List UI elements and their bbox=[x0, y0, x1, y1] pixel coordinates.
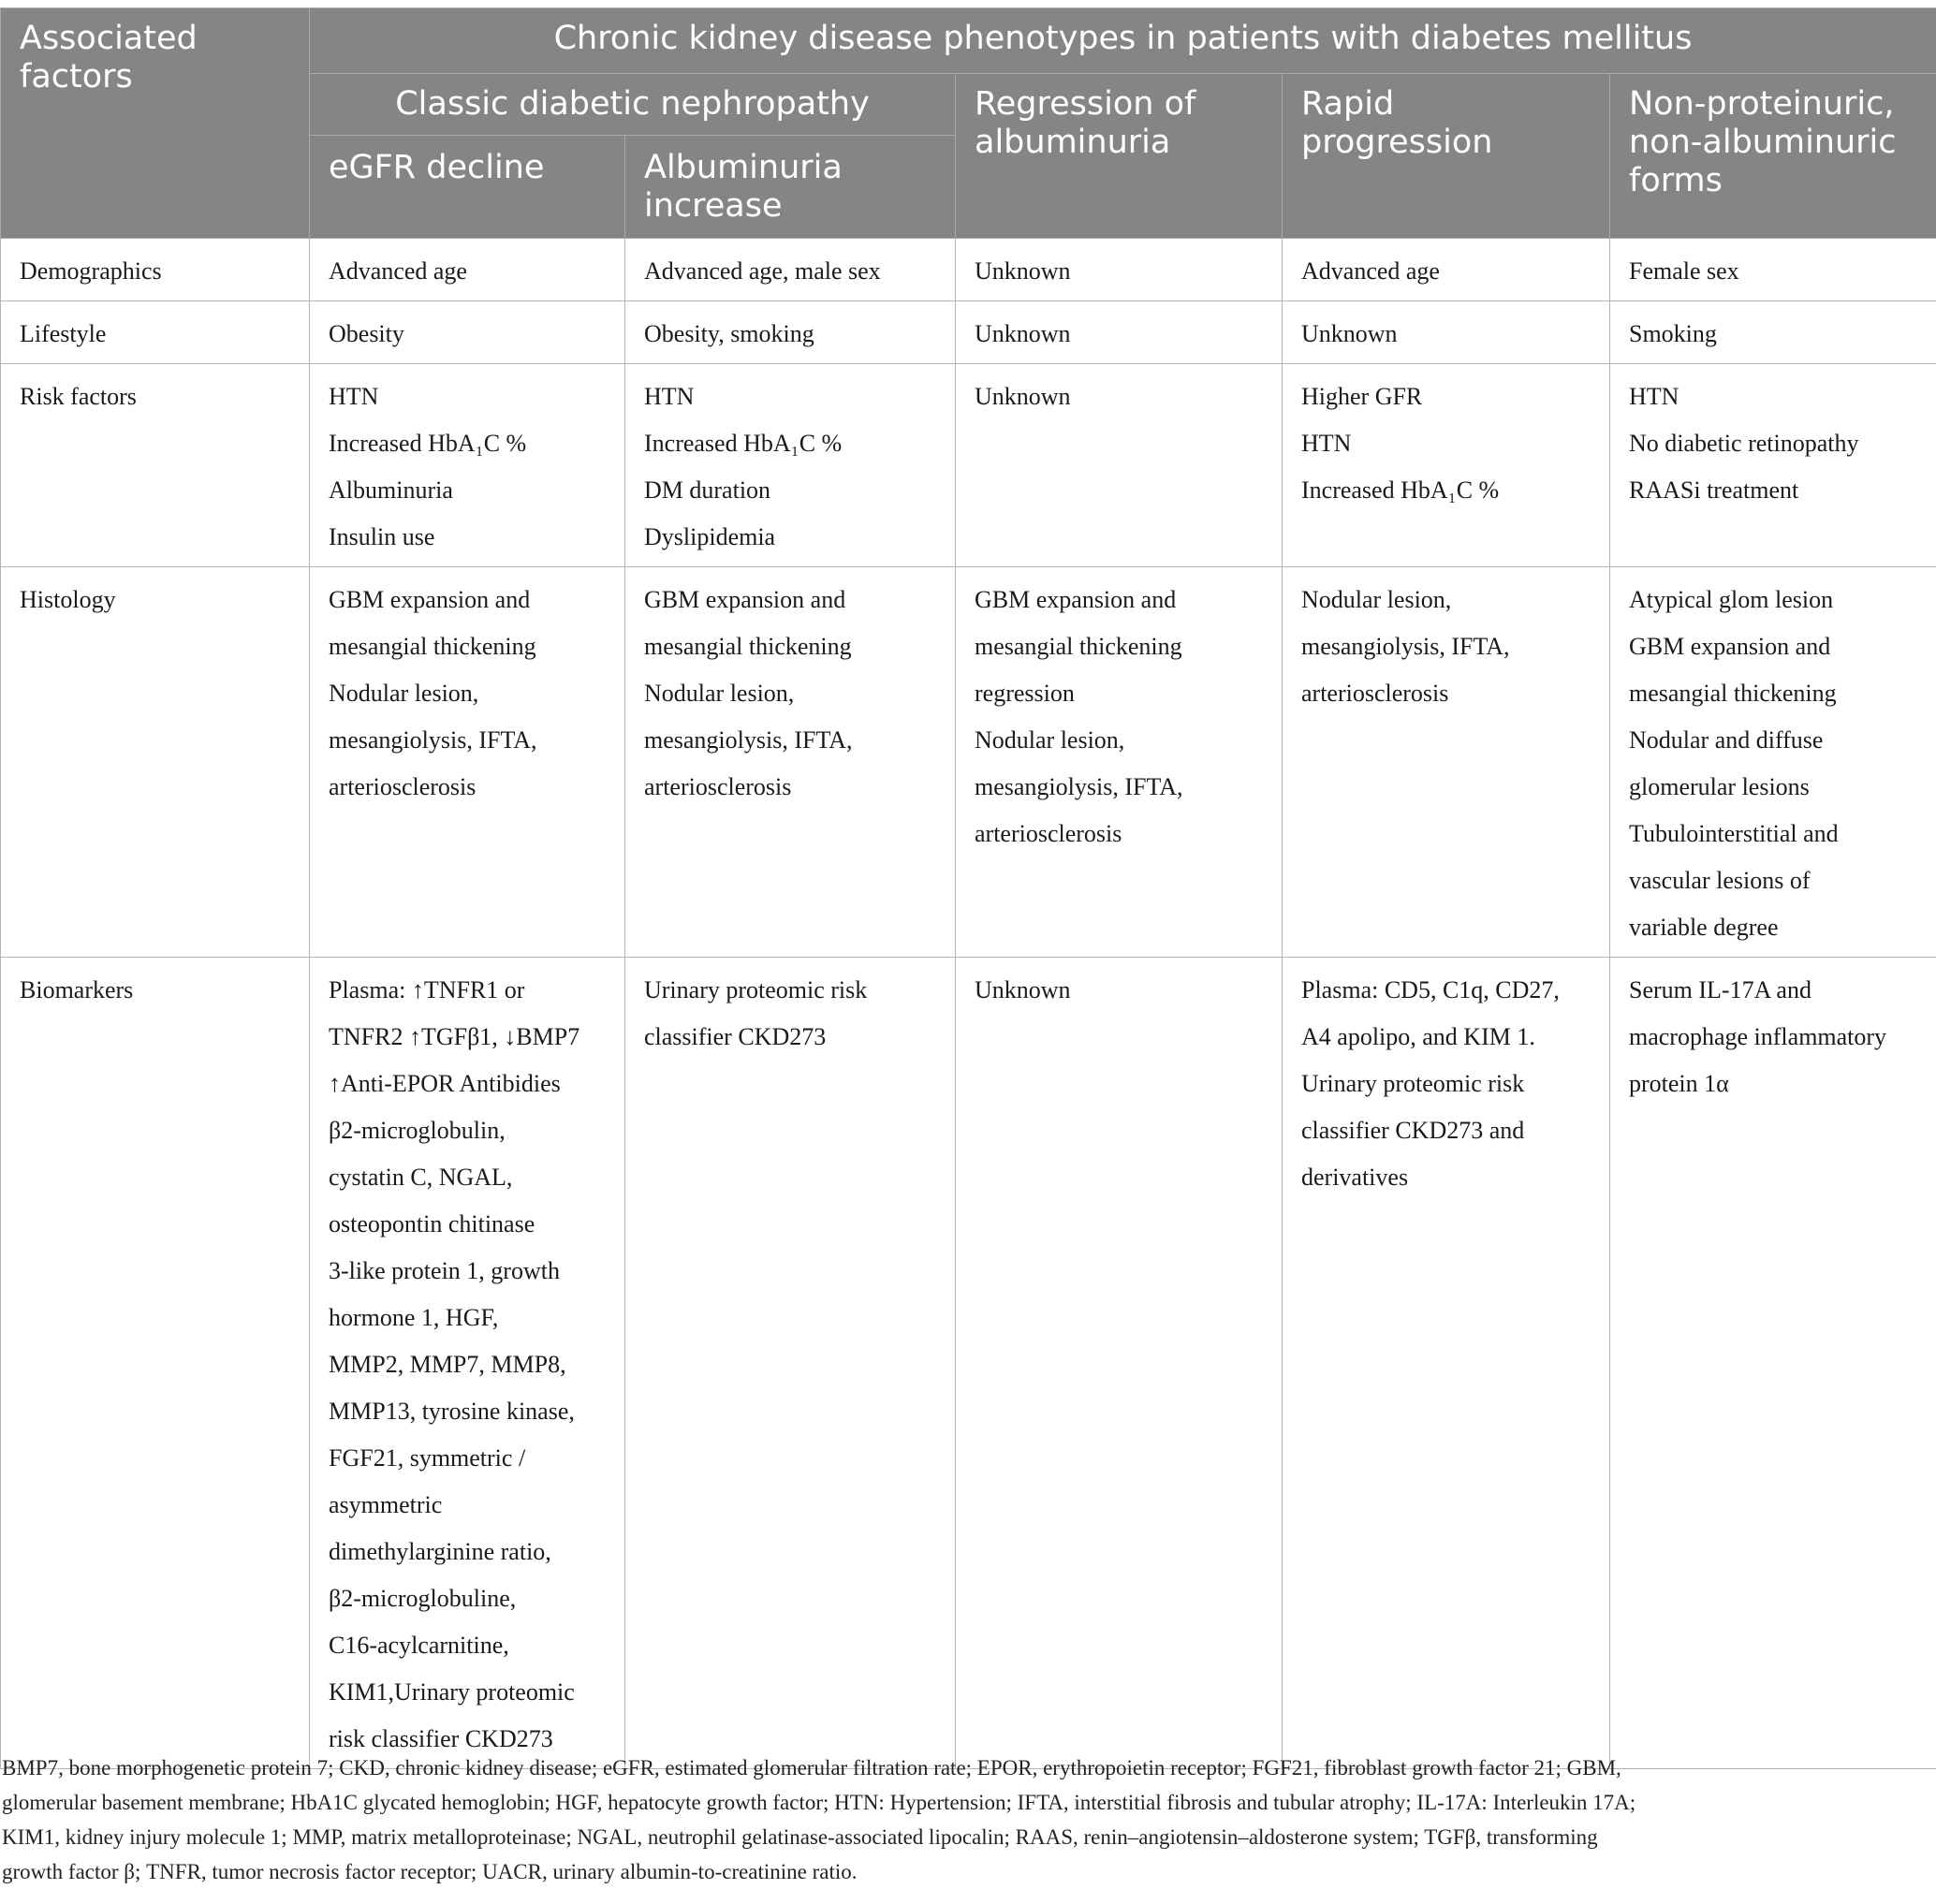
cell-line: arteriosclerosis bbox=[1301, 680, 1449, 707]
cell-line: derivatives bbox=[1301, 1164, 1409, 1191]
cell-line: mesangiolysis, IFTA, bbox=[975, 773, 1183, 800]
cell-rapid-progression bbox=[1283, 364, 1610, 567]
cell-non-proteinuric bbox=[1610, 301, 1936, 364]
cell-line: MMP13, tyrosine kinase, bbox=[329, 1398, 575, 1425]
cell-line: TNFR2 ↑TGFβ1, ↓BMP7 bbox=[329, 1023, 580, 1050]
cell-line: C16-acylcarnitine, bbox=[329, 1632, 509, 1659]
cell-line: GBM expansion and bbox=[975, 586, 1177, 613]
cell-line: MMP2, MMP7, MMP8, bbox=[329, 1351, 566, 1378]
cell-line: Increased HbA₁C % bbox=[1301, 476, 1500, 504]
cell-regression bbox=[956, 239, 1283, 301]
cell-line: GBM expansion and bbox=[644, 586, 846, 613]
cell-line: Smoking bbox=[1629, 320, 1717, 347]
cell-line: mesangial thickening bbox=[644, 633, 852, 660]
cell-line: Female sex bbox=[1629, 257, 1739, 285]
cell-line: ↑Anti-EPOR Antibidies bbox=[329, 1070, 561, 1097]
cell-line: Nodular lesion, bbox=[1301, 586, 1452, 613]
row-label: Demographics bbox=[1, 239, 310, 301]
cell-line: Plasma: ↑TNFR1 or bbox=[329, 976, 525, 1003]
cell-line: classifier CKD273 and bbox=[1301, 1117, 1525, 1144]
footnote-line: KIM1, kidney injury molecule 1; MMP, matrix metalloproteinase; NGAL, neutrophil gelatinase-associated lipocalin; RAAS, renin–angiotensin–aldosterone system; TGFβ, transforming bbox=[2, 1825, 1598, 1849]
table-row bbox=[1, 239, 1936, 301]
table-row bbox=[1, 301, 1936, 364]
cell-line: β2-microglobulin, bbox=[329, 1117, 506, 1144]
cell-line: glomerular lesions bbox=[1629, 773, 1810, 800]
cell-line: Advanced age bbox=[1301, 257, 1440, 285]
header-albuminuria-increase: Albuminuria increase bbox=[625, 136, 956, 239]
cell-line: RAASi treatment bbox=[1629, 476, 1799, 504]
cell-line: arteriosclerosis bbox=[329, 773, 477, 800]
row-label: Histology bbox=[1, 567, 310, 958]
cell-line: mesangial thickening bbox=[975, 633, 1182, 660]
cell-line: No diabetic retinopathy bbox=[1629, 430, 1859, 457]
cell-line: arteriosclerosis bbox=[975, 820, 1122, 847]
cell-line: Nodular and diffuse bbox=[1629, 726, 1824, 754]
row-label: Risk factors bbox=[1, 364, 310, 567]
cell-egfr-decline bbox=[310, 364, 625, 567]
cell-line: Insulin use bbox=[329, 523, 435, 550]
row-label: Lifestyle bbox=[1, 301, 310, 364]
cell-line: Urinary proteomic risk bbox=[644, 976, 868, 1003]
cell-non-proteinuric bbox=[1610, 958, 1936, 1769]
cell-line: Obesity bbox=[329, 320, 404, 347]
cell-line: Obesity, smoking bbox=[644, 320, 814, 347]
cell-line: macrophage inflammatory bbox=[1629, 1023, 1887, 1050]
cell-line: A4 apolipo, and KIM 1. bbox=[1301, 1023, 1535, 1050]
cell-line: Dyslipidemia bbox=[644, 523, 776, 550]
cell-albuminuria-increase bbox=[625, 301, 956, 364]
cell-rapid-progression bbox=[1283, 239, 1610, 301]
cell-line: GBM expansion and bbox=[329, 586, 531, 613]
cell-line: Tubulointerstitial and bbox=[1629, 820, 1839, 847]
table-row bbox=[1, 958, 1936, 1769]
header-regression-albuminuria: Regression of albuminuria bbox=[956, 74, 1283, 239]
cell-line: vascular lesions of bbox=[1629, 867, 1811, 894]
cell-line: Nodular lesion, bbox=[329, 680, 479, 707]
header-rapid-progression: Rapid progression bbox=[1283, 74, 1610, 239]
cell-line: Nodular lesion, bbox=[975, 726, 1125, 754]
cell-line: Serum IL-17A and bbox=[1629, 976, 1811, 1003]
cell-line: Unknown bbox=[975, 320, 1071, 347]
cell-line: Increased HbA₁C % bbox=[644, 430, 843, 457]
cell-line: osteopontin chitinase bbox=[329, 1210, 535, 1238]
cell-line: Increased HbA₁C % bbox=[329, 430, 527, 457]
cell-line: KIM1,Urinary proteomic bbox=[329, 1678, 575, 1706]
cell-albuminuria-increase bbox=[625, 364, 956, 567]
cell-line: cystatin C, NGAL, bbox=[329, 1164, 513, 1191]
cell-line: Urinary proteomic risk bbox=[1301, 1070, 1525, 1097]
header-classic-nephropathy: Classic diabetic nephropathy bbox=[310, 74, 956, 136]
row-label: Biomarkers bbox=[1, 958, 310, 1769]
cell-line: mesangiolysis, IFTA, bbox=[1301, 633, 1510, 660]
cell-line: Unknown bbox=[975, 257, 1071, 285]
cell-line: Advanced age bbox=[329, 257, 467, 285]
cell-line: arteriosclerosis bbox=[644, 773, 792, 800]
header-phenotypes-group: Chronic kidney disease phenotypes in patients with diabetes mellitus bbox=[310, 8, 1936, 74]
cell-line: Advanced age, male sex bbox=[644, 257, 881, 285]
cell-non-proteinuric bbox=[1610, 364, 1936, 567]
cell-line: mesangiolysis, IFTA, bbox=[329, 726, 537, 754]
footnote-line: BMP7, bone morphogenetic protein 7; CKD, chronic kidney disease; eGFR, estimated glomerular filtration rate; EPOR, erythropoietin receptor; FGF21, fibroblast growth factor 21; GBM, bbox=[2, 1756, 1621, 1780]
cell-albuminuria-increase bbox=[625, 958, 956, 1769]
table-row bbox=[1, 567, 1936, 958]
footnote-line: glomerular basement membrane; HbA1C glycated hemoglobin; HGF, hepatocyte growth factor; HTN: Hypertension; IFTA, interstitial fibrosis and tubular atrophy; IL-17A: Interleukin 17A; bbox=[2, 1791, 1636, 1814]
cell-line: risk classifier CKD273 bbox=[329, 1725, 553, 1752]
cell-line: variable degree bbox=[1629, 914, 1779, 941]
cell-egfr-decline bbox=[310, 301, 625, 364]
cell-line: asymmetric bbox=[329, 1491, 443, 1518]
cell-line: HTN bbox=[1629, 383, 1679, 410]
phenotype-table bbox=[0, 7, 1936, 1769]
header-non-proteinuric: Non-proteinuric, non-albuminuric forms bbox=[1610, 74, 1936, 239]
cell-albuminuria-increase bbox=[625, 239, 956, 301]
table-footnote bbox=[2, 1750, 1921, 1889]
cell-line: HTN bbox=[329, 383, 379, 410]
cell-line: Nodular lesion, bbox=[644, 680, 795, 707]
cell-line: β2-microglobuline, bbox=[329, 1585, 517, 1612]
cell-regression bbox=[956, 364, 1283, 567]
cell-line: HTN bbox=[644, 383, 695, 410]
cell-line: 3-like protein 1, growth bbox=[329, 1257, 560, 1284]
cell-line: regression bbox=[975, 680, 1075, 707]
cell-line: HTN bbox=[1301, 430, 1352, 457]
cell-rapid-progression bbox=[1283, 567, 1610, 958]
table-body bbox=[1, 239, 1936, 1769]
cell-line: Unknown bbox=[975, 383, 1071, 410]
cell-non-proteinuric bbox=[1610, 239, 1936, 301]
cell-line: DM duration bbox=[644, 476, 771, 504]
cell-line: Plasma: CD5, C1q, CD27, bbox=[1301, 976, 1560, 1003]
cell-regression bbox=[956, 958, 1283, 1769]
cell-line: Albuminuria bbox=[329, 476, 453, 504]
footnote-line: growth factor β; TNFR, tumor necrosis factor receptor; UACR, urinary albumin-to-creatinine ratio. bbox=[2, 1860, 858, 1883]
cell-egfr-decline bbox=[310, 239, 625, 301]
cell-line: GBM expansion and bbox=[1629, 633, 1831, 660]
cell-line: Unknown bbox=[975, 976, 1071, 1003]
cell-egfr-decline bbox=[310, 567, 625, 958]
cell-regression bbox=[956, 301, 1283, 364]
cell-line: mesangial thickening bbox=[329, 633, 536, 660]
cell-line: protein 1α bbox=[1629, 1070, 1729, 1097]
cell-line: Atypical glom lesion bbox=[1629, 586, 1834, 613]
cell-rapid-progression bbox=[1283, 958, 1610, 1769]
header-associated-factors: Associated factors bbox=[1, 8, 310, 239]
cell-line: Higher GFR bbox=[1301, 383, 1423, 410]
cell-line: Unknown bbox=[1301, 320, 1398, 347]
cell-rapid-progression bbox=[1283, 301, 1610, 364]
table-row bbox=[1, 364, 1936, 567]
header-egfr-decline: eGFR decline bbox=[310, 136, 625, 239]
cell-line: dimethylarginine ratio, bbox=[329, 1538, 551, 1565]
cell-regression bbox=[956, 567, 1283, 958]
cell-line: classifier CKD273 bbox=[644, 1023, 827, 1050]
cell-line: hormone 1, HGF, bbox=[329, 1304, 499, 1331]
cell-line: FGF21, symmetric / bbox=[329, 1444, 526, 1472]
cell-line: mesangiolysis, IFTA, bbox=[644, 726, 853, 754]
cell-albuminuria-increase bbox=[625, 567, 956, 958]
cell-non-proteinuric bbox=[1610, 567, 1936, 958]
cell-line: mesangial thickening bbox=[1629, 680, 1837, 707]
cell-egfr-decline bbox=[310, 958, 625, 1769]
